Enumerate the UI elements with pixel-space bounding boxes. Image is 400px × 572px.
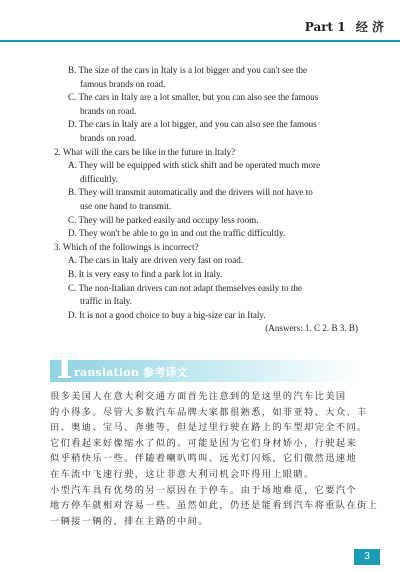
option-line: C. They will be parked easily and occupy less room. <box>68 214 259 225</box>
quiz-content <box>50 64 362 336</box>
translation-line: 地方停车就相对容易一些。虽然如此，仍还是能看到汽车将重队在街上 <box>50 500 379 512</box>
option-line: B. It is very easy to find a park lot in Italy. <box>68 268 223 279</box>
translation-body <box>50 389 379 529</box>
section-title: ranslation 参考译文 <box>74 366 188 379</box>
part-label: Part 1 <box>304 20 346 34</box>
translation-line: 很多美国人在意大利交通方面首先注意到的是这里的汽车比美国 <box>50 391 347 402</box>
question-line: 3. Which of the followings is incorrect? <box>54 241 199 252</box>
option-line: famous brands on road. <box>80 78 166 89</box>
option-line: difficultly. <box>80 173 118 184</box>
translation-line: 小型汽车具有优势的另一原因在于停车。由于场地难觅，它要汽个 <box>50 484 358 496</box>
option-line: A. They will be equipped with stick shift and be operated much more <box>68 160 321 171</box>
translation-line: 的小得多。尽管大多数汽车品牌大家都很熟悉，如菲亚特、大众、丰 <box>50 406 368 418</box>
option-line: traffic in Italy. <box>80 296 133 307</box>
option-line: A. The cars in Italy are driven very fast on road. <box>68 255 244 266</box>
option-line: D. It is not a good choice to buy a big-size car in Italy. <box>68 309 266 320</box>
option-line: C. The cars in Italy are a lot smaller, but you can also see the famous <box>68 92 319 103</box>
translation-line: 一辆接一辆的，排在主路的中间。 <box>50 515 209 527</box>
option-line: B. The size of the cars in Italy is a lot bigger and you can't see the <box>68 65 308 75</box>
option-line: C. The non-Italian drivers can not adapt themselves easily to the <box>68 282 302 293</box>
translation-line: 田、奥迪、宝马、奔驰等，但是过里行驶在路上的车型却完全不同。 <box>50 422 368 434</box>
option-line: D. They won't be able to go in and out the traffic difficultly. <box>68 228 286 239</box>
translation-line: 似乎稍快乐一些。伴随着喇叭鸣叫、远光灯闪烁，它们傲然迅速地 <box>50 453 358 465</box>
option-line: D. The cars in Italy are a lot bigger, and you can also see the famous <box>68 119 317 130</box>
translation-line: 它们看起来好像缩水了似的。可能是因为它们身材娇小，行驶起来 <box>50 437 358 449</box>
running-head <box>305 18 384 35</box>
chapter-title: 经 济 <box>355 20 384 34</box>
question-line: 2. What will the cars be like in the future in Italy? <box>54 146 236 157</box>
option-line: brands on road. <box>80 105 137 116</box>
answer-key: (Answers: 1. C 2. B 3. B) <box>265 323 358 334</box>
translation-line: 在车流中飞速行驶，这让非意大利司机会吓得用上眼睛。 <box>50 468 315 480</box>
section-initial-letter: T <box>52 347 78 387</box>
page-number: 3 <box>354 549 380 565</box>
option-line: use one hand to transmit. <box>80 200 172 211</box>
header-rule <box>0 40 400 42</box>
option-line: brands on road. <box>80 132 137 143</box>
option-line: B. They will transmit automatically and the drivers will not have to <box>68 187 313 198</box>
